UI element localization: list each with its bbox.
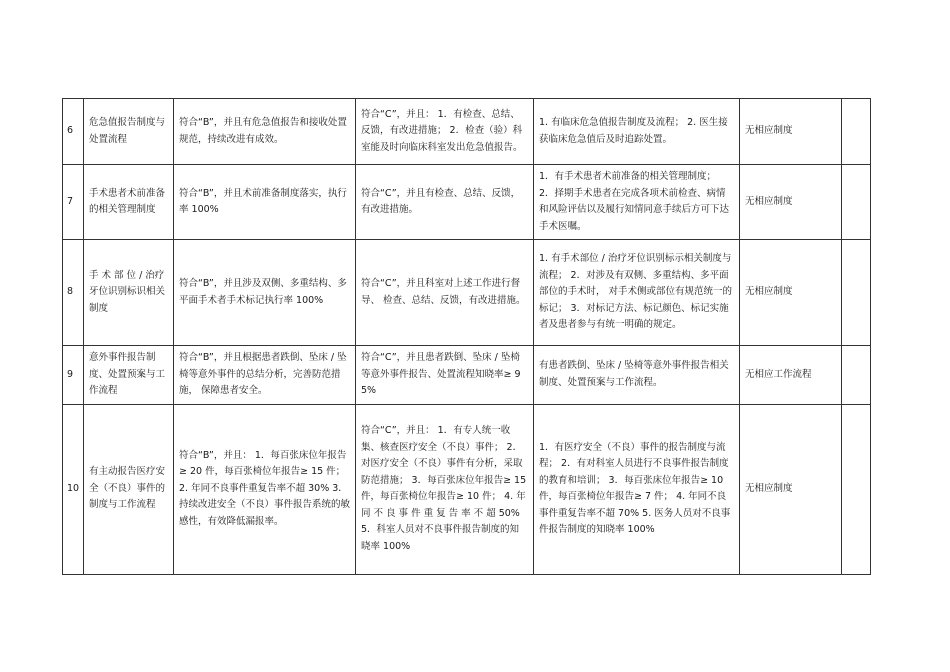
item-name-cell: 危急值报告制度与处置流程 bbox=[84, 99, 174, 165]
grade-c-cell: 符合“C”，并且患者跌倒、坠床 / 坠椅等意外事件报告、处置流程知晓率≥ 95% bbox=[356, 346, 534, 405]
table-row bbox=[63, 165, 871, 240]
status-cell: 无相应制度 bbox=[740, 404, 842, 574]
blank-cell bbox=[842, 99, 871, 165]
status-cell: 无相应制度 bbox=[740, 240, 842, 346]
blank-cell bbox=[842, 240, 871, 346]
table-row bbox=[63, 99, 871, 165]
item-name-cell: 有主动报告医疗安全（不良）事件的制度与工作流程 bbox=[84, 404, 174, 574]
item-name-cell: 手术患者术前准备的相关管理制度 bbox=[84, 165, 174, 240]
grade-b-cell: 符合“B”，并且根据患者跌倒、坠床 / 坠椅等意外事件的总结分析，完善防范措施， 保障患者安全。 bbox=[174, 346, 356, 405]
row-number-cell: 6 bbox=[63, 99, 84, 165]
status-cell: 无相应制度 bbox=[740, 99, 842, 165]
requirement-cell: 1. 有手术部位 / 治疗牙位识别标示相关制度与流程； 2．对涉及有双侧、多重结构、多平面部位的手术时， 对手术侧或部位有规范统一的标记； 3．对标记方法、标记颜色、标记实施者及患者参与有统一明确的规定。 bbox=[534, 240, 740, 346]
grade-c-cell: 符合“C”，并且： 1．有专人统一收集、核查医疗安全（不良）事件； 2．对医疗安全（不良）事件有分析，采取防范措施； 3．每百张床位年报告≥ 15 件，每百张椅位年报告≥ 10 件； 4. 年 同 不 良 事 件 重 复 告 率 不 超 50% 5．科室人员对不良事件报告制度的知晓率 100% bbox=[356, 404, 534, 574]
requirement-cell: 有患者跌倒、坠床 / 坠椅等意外事件报告相关制度、处置预案与工作流程。 bbox=[534, 346, 740, 405]
table-row bbox=[63, 240, 871, 346]
grade-c-cell: 符合“C”，并且： 1．有检查、总结、反馈，有改进措施； 2．检查（验）科室能及时向临床科室发出危急值报告。 bbox=[356, 99, 534, 165]
row-number-cell: 10 bbox=[63, 404, 84, 574]
row-number-cell: 7 bbox=[63, 165, 84, 240]
table-row bbox=[63, 404, 871, 574]
status-cell: 无相应工作流程 bbox=[740, 346, 842, 405]
grade-b-cell: 符合“B”，并且涉及双侧、多重结构、多平面手术者手术标记执行率 100% bbox=[174, 240, 356, 346]
row-number-cell: 8 bbox=[63, 240, 84, 346]
table-row bbox=[63, 346, 871, 405]
status-cell: 无相应制度 bbox=[740, 165, 842, 240]
standards-table bbox=[62, 98, 871, 575]
requirement-cell: 1. 有临床危急值报告制度及流程； 2. 医生接获临床危急值后及时追踪处置。 bbox=[534, 99, 740, 165]
grade-b-cell: 符合“B”，并且术前准备制度落实，执行率 100% bbox=[174, 165, 356, 240]
item-name-cell: 意外事件报告制度、处置预案与工作流程 bbox=[84, 346, 174, 405]
grade-b-cell: 符合“B”，并且有危急值报告和接收处置规范，持续改进有成效。 bbox=[174, 99, 356, 165]
grade-c-cell: 符合“C”，并且科室对上述工作进行督导、 检查、总结、反馈，有改进措施。 bbox=[356, 240, 534, 346]
requirement-cell: 1．有手术患者术前准备的相关管理制度； 2．择期手术患者在完成各项术前检查、病情和风险评估以及履行知情同意手续后方可下达手术医嘱。 bbox=[534, 165, 740, 240]
grade-c-cell: 符合“C”，并且有检查、总结、反馈，有改进措施。 bbox=[356, 165, 534, 240]
row-number-cell: 9 bbox=[63, 346, 84, 405]
blank-cell bbox=[842, 165, 871, 240]
requirement-cell: 1．有医疗安全（不良）事件的报告制度与流程； 2．有对科室人员进行不良事件报告制度的教育和培训； 3．每百张床位年报告≥ 10 件，每百张椅位年报告≥ 7 件； 4. 年同不良事件重复告率不超 70% 5. 医务人员对不良事件报告制度的知晓率 100% bbox=[534, 404, 740, 574]
grade-b-cell: 符合“B”，并且： 1．每百张床位年报告≥ 20 件，每百张椅位年报告≥ 15 件； 2. 年同不良事件重复告率不超 30% 3．持续改进安全（不良）事件报告系统的敏感性，有效降低漏报率。 bbox=[174, 404, 356, 574]
blank-cell bbox=[842, 346, 871, 405]
item-name-cell: 手 术 部 位 / 治疗牙位识别标识相关制度 bbox=[84, 240, 174, 346]
blank-cell bbox=[842, 404, 871, 574]
